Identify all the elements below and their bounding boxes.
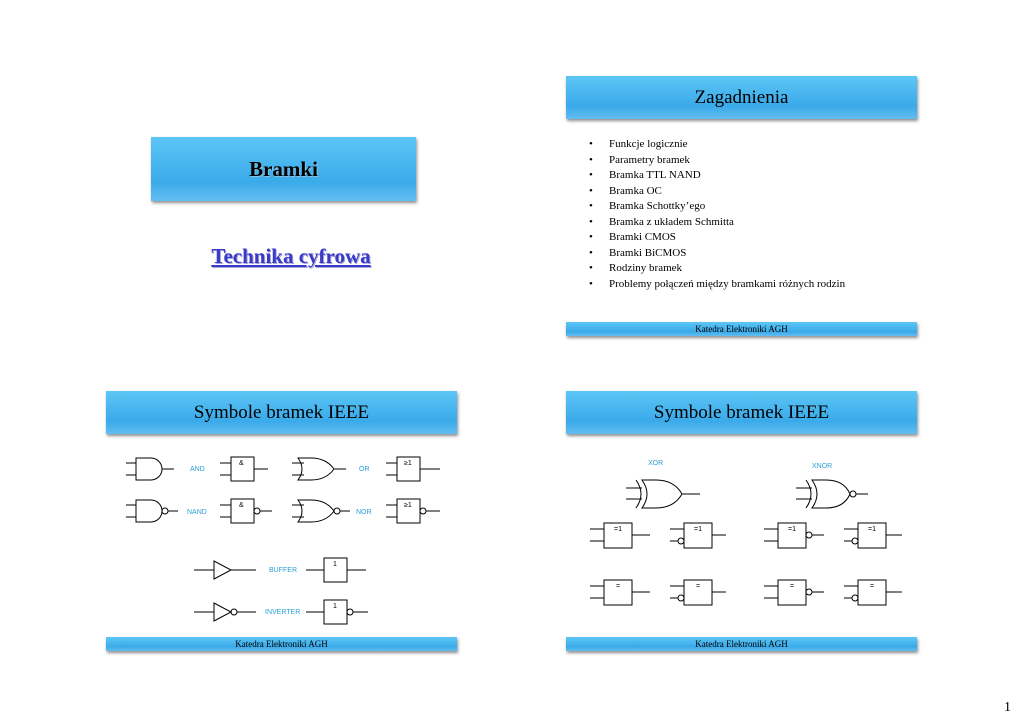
slide3-title-band	[106, 391, 457, 434]
topic-item: • Bramka Schottky’ego	[589, 199, 909, 215]
nand-box-symbol: &	[239, 502, 244, 509]
buffer-gate-icon	[194, 561, 256, 579]
slide4-title: Symbole bramek IEEE	[653, 401, 830, 423]
topic-item: • Bramka OC	[589, 184, 909, 200]
slide2-title: Zagadnienia	[694, 86, 789, 108]
slide2-footer-text: Katedra Elektroniki AGH	[695, 324, 788, 334]
slide1-title: Bramki	[249, 156, 318, 181]
nor-box-icon	[386, 499, 440, 523]
topic-item: • Bramki BiCMOS	[589, 246, 909, 262]
inverter-label: INVERTER	[265, 609, 301, 616]
nor-box-symbol: ≥1	[404, 502, 412, 509]
slide2-footer	[566, 322, 917, 336]
topic-item: • Rodziny bramek	[589, 261, 909, 277]
page-number: 1	[1004, 700, 1011, 715]
inverter-box-icon	[306, 600, 368, 624]
slide3-footer	[106, 637, 457, 651]
topic-item: • Bramka TTL NAND	[589, 168, 909, 184]
slide2-title-band	[566, 76, 917, 119]
slide1-subtitle: Technika cyfrowa	[211, 244, 371, 268]
buffer-box-symbol: 1	[333, 561, 337, 568]
slide4-footer-text: Katedra Elektroniki AGH	[695, 639, 788, 649]
and-box-icon	[220, 457, 268, 481]
topics-list	[589, 137, 909, 292]
slide4-footer	[566, 637, 917, 651]
slide4-title-band	[566, 391, 917, 434]
equal-box-symbol: =	[870, 583, 875, 590]
nor-label: NOR	[356, 509, 372, 516]
xor-label: XOR	[648, 460, 664, 467]
xor-box-symbol: =1	[614, 526, 622, 533]
nor-gate-icon	[292, 500, 350, 522]
xnor-box-symbol: =1	[868, 526, 876, 533]
and-box-symbol: &	[239, 460, 244, 467]
slide3-title: Symbole bramek IEEE	[193, 401, 370, 423]
xnor-label: XNOR	[812, 463, 833, 470]
ieee-gates-diagram-2	[566, 440, 917, 630]
topic-item: • Bramki CMOS	[589, 230, 909, 246]
xnor-gate-icon	[796, 480, 868, 508]
and-label: AND	[190, 466, 205, 473]
nand-gate-icon	[126, 500, 178, 522]
or-gate-icon	[292, 458, 346, 480]
equal-box-symbol: =	[696, 583, 701, 590]
xor-box-symbol: =1	[694, 526, 702, 533]
topic-item: • Funkcje logicznie	[589, 137, 909, 153]
xor-gate-icon	[626, 480, 700, 508]
slide1-title-band	[151, 137, 416, 201]
nand-label: NAND	[187, 509, 207, 516]
ieee-gates-diagram-1	[106, 440, 457, 630]
inverter-gate-icon	[194, 603, 256, 621]
inverter-box-symbol: 1	[333, 603, 337, 610]
equal-box-symbol: =	[616, 583, 621, 590]
slide3-footer-text: Katedra Elektroniki AGH	[235, 639, 328, 649]
or-label: OR	[359, 466, 370, 473]
topic-item: • Parametry bramek	[589, 153, 909, 169]
xnor-box-symbol: =1	[788, 526, 796, 533]
equal-box-symbol: =	[790, 583, 795, 590]
slide1-subtitle-wrap	[151, 244, 431, 269]
nand-box-icon	[220, 499, 272, 523]
buffer-label: BUFFER	[269, 567, 297, 574]
or-box-symbol: ≥1	[404, 460, 412, 467]
and-gate-icon	[126, 458, 174, 480]
topic-item: • Bramka z układem Schmitta	[589, 215, 909, 231]
topic-item: • Problemy połączeń między bramkami różnych rodzin	[589, 277, 909, 293]
or-box-icon	[386, 457, 440, 481]
